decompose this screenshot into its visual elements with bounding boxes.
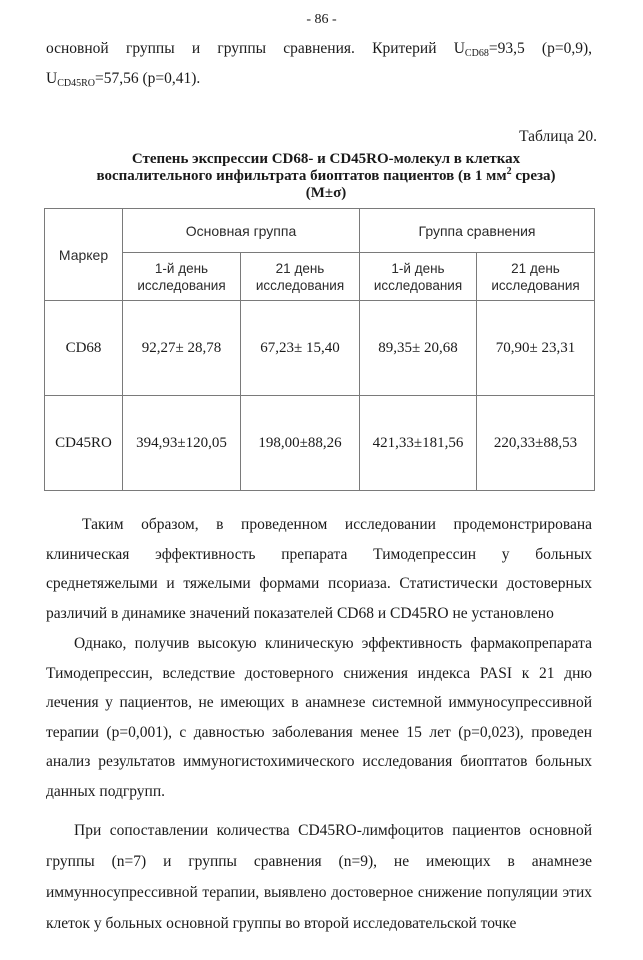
value-cell: 92,27± 28,78: [123, 301, 241, 396]
subscript-cd45ro: CD45RO: [57, 78, 95, 89]
intro-text-1: основной группы и группы сравнения. Критерий U: [46, 40, 465, 57]
main-day21-header: 21 день исследования: [241, 253, 360, 301]
value-cell: 421,33±181,56: [360, 396, 477, 491]
table-caption: [46, 151, 606, 202]
marker-cell: CD68: [45, 301, 123, 396]
value-cell: 198,00±88,26: [241, 396, 360, 491]
marker-cell: CD45RO: [45, 396, 123, 491]
intro-text-2: =93,5 (p=0,9), U: [46, 40, 592, 87]
value-cell: 67,23± 15,40: [241, 301, 360, 396]
table-row: [45, 396, 595, 491]
body-paragraph-1: Таким образом, в проведенном исследовании продемонстрирована клиническая эффективность препарата Тимодепрессин у больных среднетяжелыми и тяжелыми формами псориаза. Статистически достоверных различий в динамике значений показателей CD68 и CD45RO не установлено: [46, 516, 592, 622]
table-subheader-row: [45, 253, 595, 301]
expression-table: [44, 208, 595, 491]
caption-superscript: 2: [506, 166, 512, 177]
subscript-cd68: CD68: [464, 48, 489, 59]
compare-day21-header: 21 день исследования: [477, 253, 595, 301]
compare-day1-header: 1-й день исследования: [360, 253, 477, 301]
intro-text-3: =57,56 (p=0,41).: [95, 70, 201, 87]
value-cell: 70,90± 23,31: [477, 301, 595, 396]
main-day1-header: 1-й день исследования: [123, 253, 241, 301]
body-paragraph-2: Однако, получив высокую клиническую эффективность фармакопрепарата Тимодепрессин, вследствие достоверного снижения индекса PASI к 21 дню лечения у пациентов, не имеющих в анамнезе системной иммуносупрессивной терапии (p=0,001), с давностью заболевания менее 15 лет (p=0,023), проведен анализ результатов иммуногистохимического исследования биоптатов больных данных подгрупп.: [46, 635, 592, 800]
marker-header: Маркер: [45, 209, 123, 301]
caption-line-3: (M±σ): [305, 185, 347, 201]
page-number: - 86 -: [306, 12, 337, 27]
value-cell: 89,35± 20,68: [360, 301, 477, 396]
body-paragraph-3: При сопоставлении количества CD45RO-лимфоцитов пациентов основной группы (n=7) и группы сравнения (n=9), не имеющих в анамнезе иммунносупрессивной терапии, выявлено достоверное снижение популяции этих клеток у больных основной группы во второй исследовательской точке: [46, 822, 592, 932]
table-row: [45, 301, 595, 396]
group-main-header: Основная группа: [123, 209, 360, 253]
group-compare-header: Группа сравнения: [360, 209, 595, 253]
table-label: Таблица 20.: [519, 128, 597, 145]
table-header-row: [45, 209, 595, 253]
value-cell: 220,33±88,53: [477, 396, 595, 491]
value-cell: 394,93±120,05: [123, 396, 241, 491]
caption-line-2-text: воспалительного инфильтрата биоптатов пациентов (в 1 мм: [96, 168, 507, 184]
caption-line-2: [46, 168, 606, 185]
intro-paragraph: [46, 34, 592, 94]
caption-line-1: Степень экспрессии CD68- и CD45RO-молекул в клетках: [131, 151, 521, 167]
caption-line-2-end: среза): [511, 168, 556, 184]
